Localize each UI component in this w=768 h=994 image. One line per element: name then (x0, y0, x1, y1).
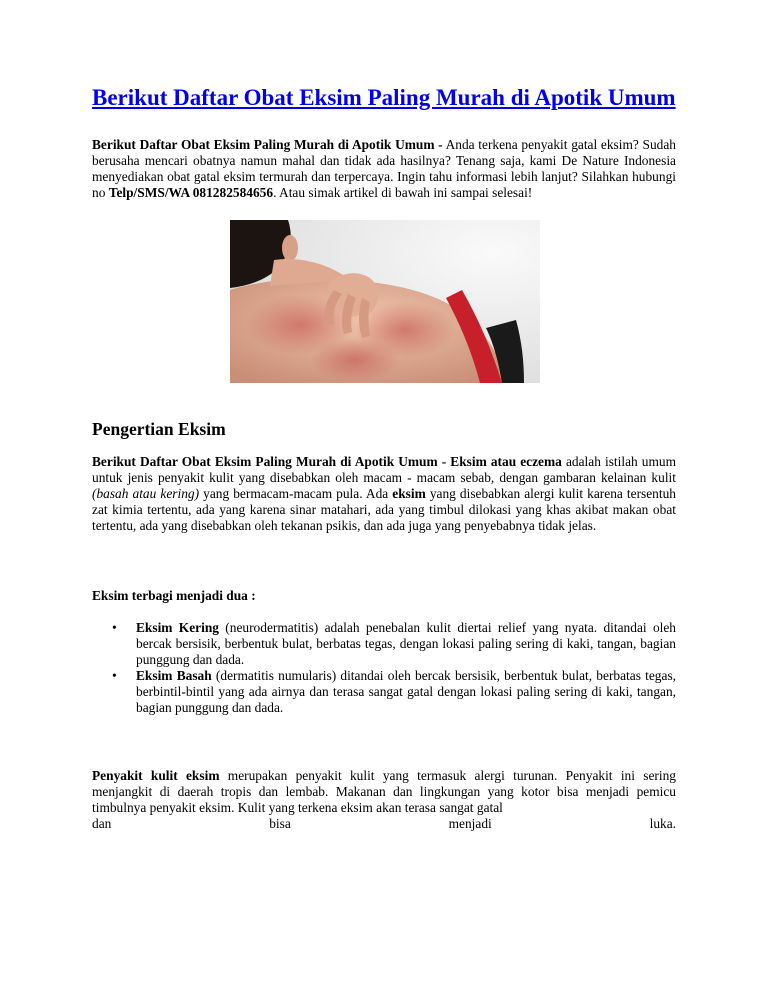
closing-last-line (92, 816, 676, 832)
article-title-link[interactable]: Berikut Daftar Obat Eksim Paling Murah di Apotik Umum (92, 85, 676, 110)
closing-word: dan (92, 816, 112, 831)
closing-word: luka. (649, 816, 676, 831)
intro-lead: Berikut Daftar Obat Eksim Paling Murah di Apotik Umum - (92, 137, 443, 152)
eczema-types-list (92, 620, 676, 716)
type-name: Eksim Kering (136, 620, 219, 635)
contact-number: Telp/SMS/WA 081282584656 (108, 185, 274, 200)
list-item (112, 620, 676, 668)
definition-italic: (basah atau kering) (92, 486, 200, 501)
bullet-icon: • (112, 668, 117, 683)
definition-text-2: yang bermacam-macam pula. Ada (199, 486, 393, 501)
woman-scratching-back-image (230, 220, 540, 383)
closing-lead: Penyakit kulit eksim (92, 768, 220, 783)
bullet-icon: • (112, 620, 117, 635)
type-description: (neurodermatitis) adalah penebalan kulit diertai relief yang nyata. ditandai oleh bercak bersisik, berbentuk bulat, berbatas tegas, dengan lokasi paling sering di kaki, tangan, bagian punggung dan dada. (136, 620, 676, 667)
section-heading: Pengertian Eksim (92, 419, 226, 439)
definition-text-1: adalah istilah umum untuk jenis penyakit kulit yang disebabkan oleh macam - macam sebab, dengan gambaran kelainan kulit (92, 454, 677, 485)
definition-text-3: yang disebabkan alergi kulit karena tersentuh zat kimia tertentu, ada yang karena sinar matahari, ada yang timbul dilokasi yang khas akibat makan obat tertentu, ada yang disebabkan oleh tekanan psikis, dan ada juga yang penyebabnya tidak jelas. (92, 486, 676, 533)
eczema-photo (230, 220, 540, 383)
closing-word: bisa (269, 816, 291, 831)
intro-text-2: . Atau simak artikel di bawah ini sampai selesai! (273, 185, 533, 200)
definition-paragraph (92, 454, 676, 534)
definition-lead: Berikut Daftar Obat Eksim Paling Murah di Apotik Umum - Eksim atau eczema (92, 454, 562, 469)
definition-bold-keyword: eksim (392, 486, 426, 501)
list-item (112, 668, 677, 716)
type-name: Eksim Basah (136, 668, 212, 683)
closing-text: merupakan penyakit kulit yang termasuk alergi turunan. Penyakit ini sering menjangkit di daerah tropis dan lembab. Makanan dan lingkungan yang kotor bisa menjadi pemicu timbulnya penyakit eksim. Kulit yang terkena eksim akan terasa sangat gatal (92, 768, 676, 815)
article-title (92, 86, 676, 110)
types-heading: Eksim terbagi menjadi dua : (92, 588, 256, 603)
article-body (92, 86, 676, 832)
closing-paragraph (92, 768, 676, 816)
intro-paragraph (92, 137, 676, 201)
intro-text-1: Anda terkena penyakit gatal eksim? Sudah berusaha mencari obatnya namun mahal dan tidak ada hasilnya? Tenang saja, kami De Nature Indonesia menyediakan obat gatal eksim termurah dan terpercaya. Ingin tahu informasi lebih lanjut? Silahkan hubungi no (92, 137, 676, 200)
type-description: (dermatitis numularis) ditandai oleh bercak bersisik, berbentuk bulat, berbatas tegas, berbintil-bintil yang ada airnya dan terasa sangat gatal dengan lokasi paling sering di kaki, tangan, bagian punggung dan dada. (136, 668, 677, 715)
closing-word: menjadi (448, 816, 492, 831)
